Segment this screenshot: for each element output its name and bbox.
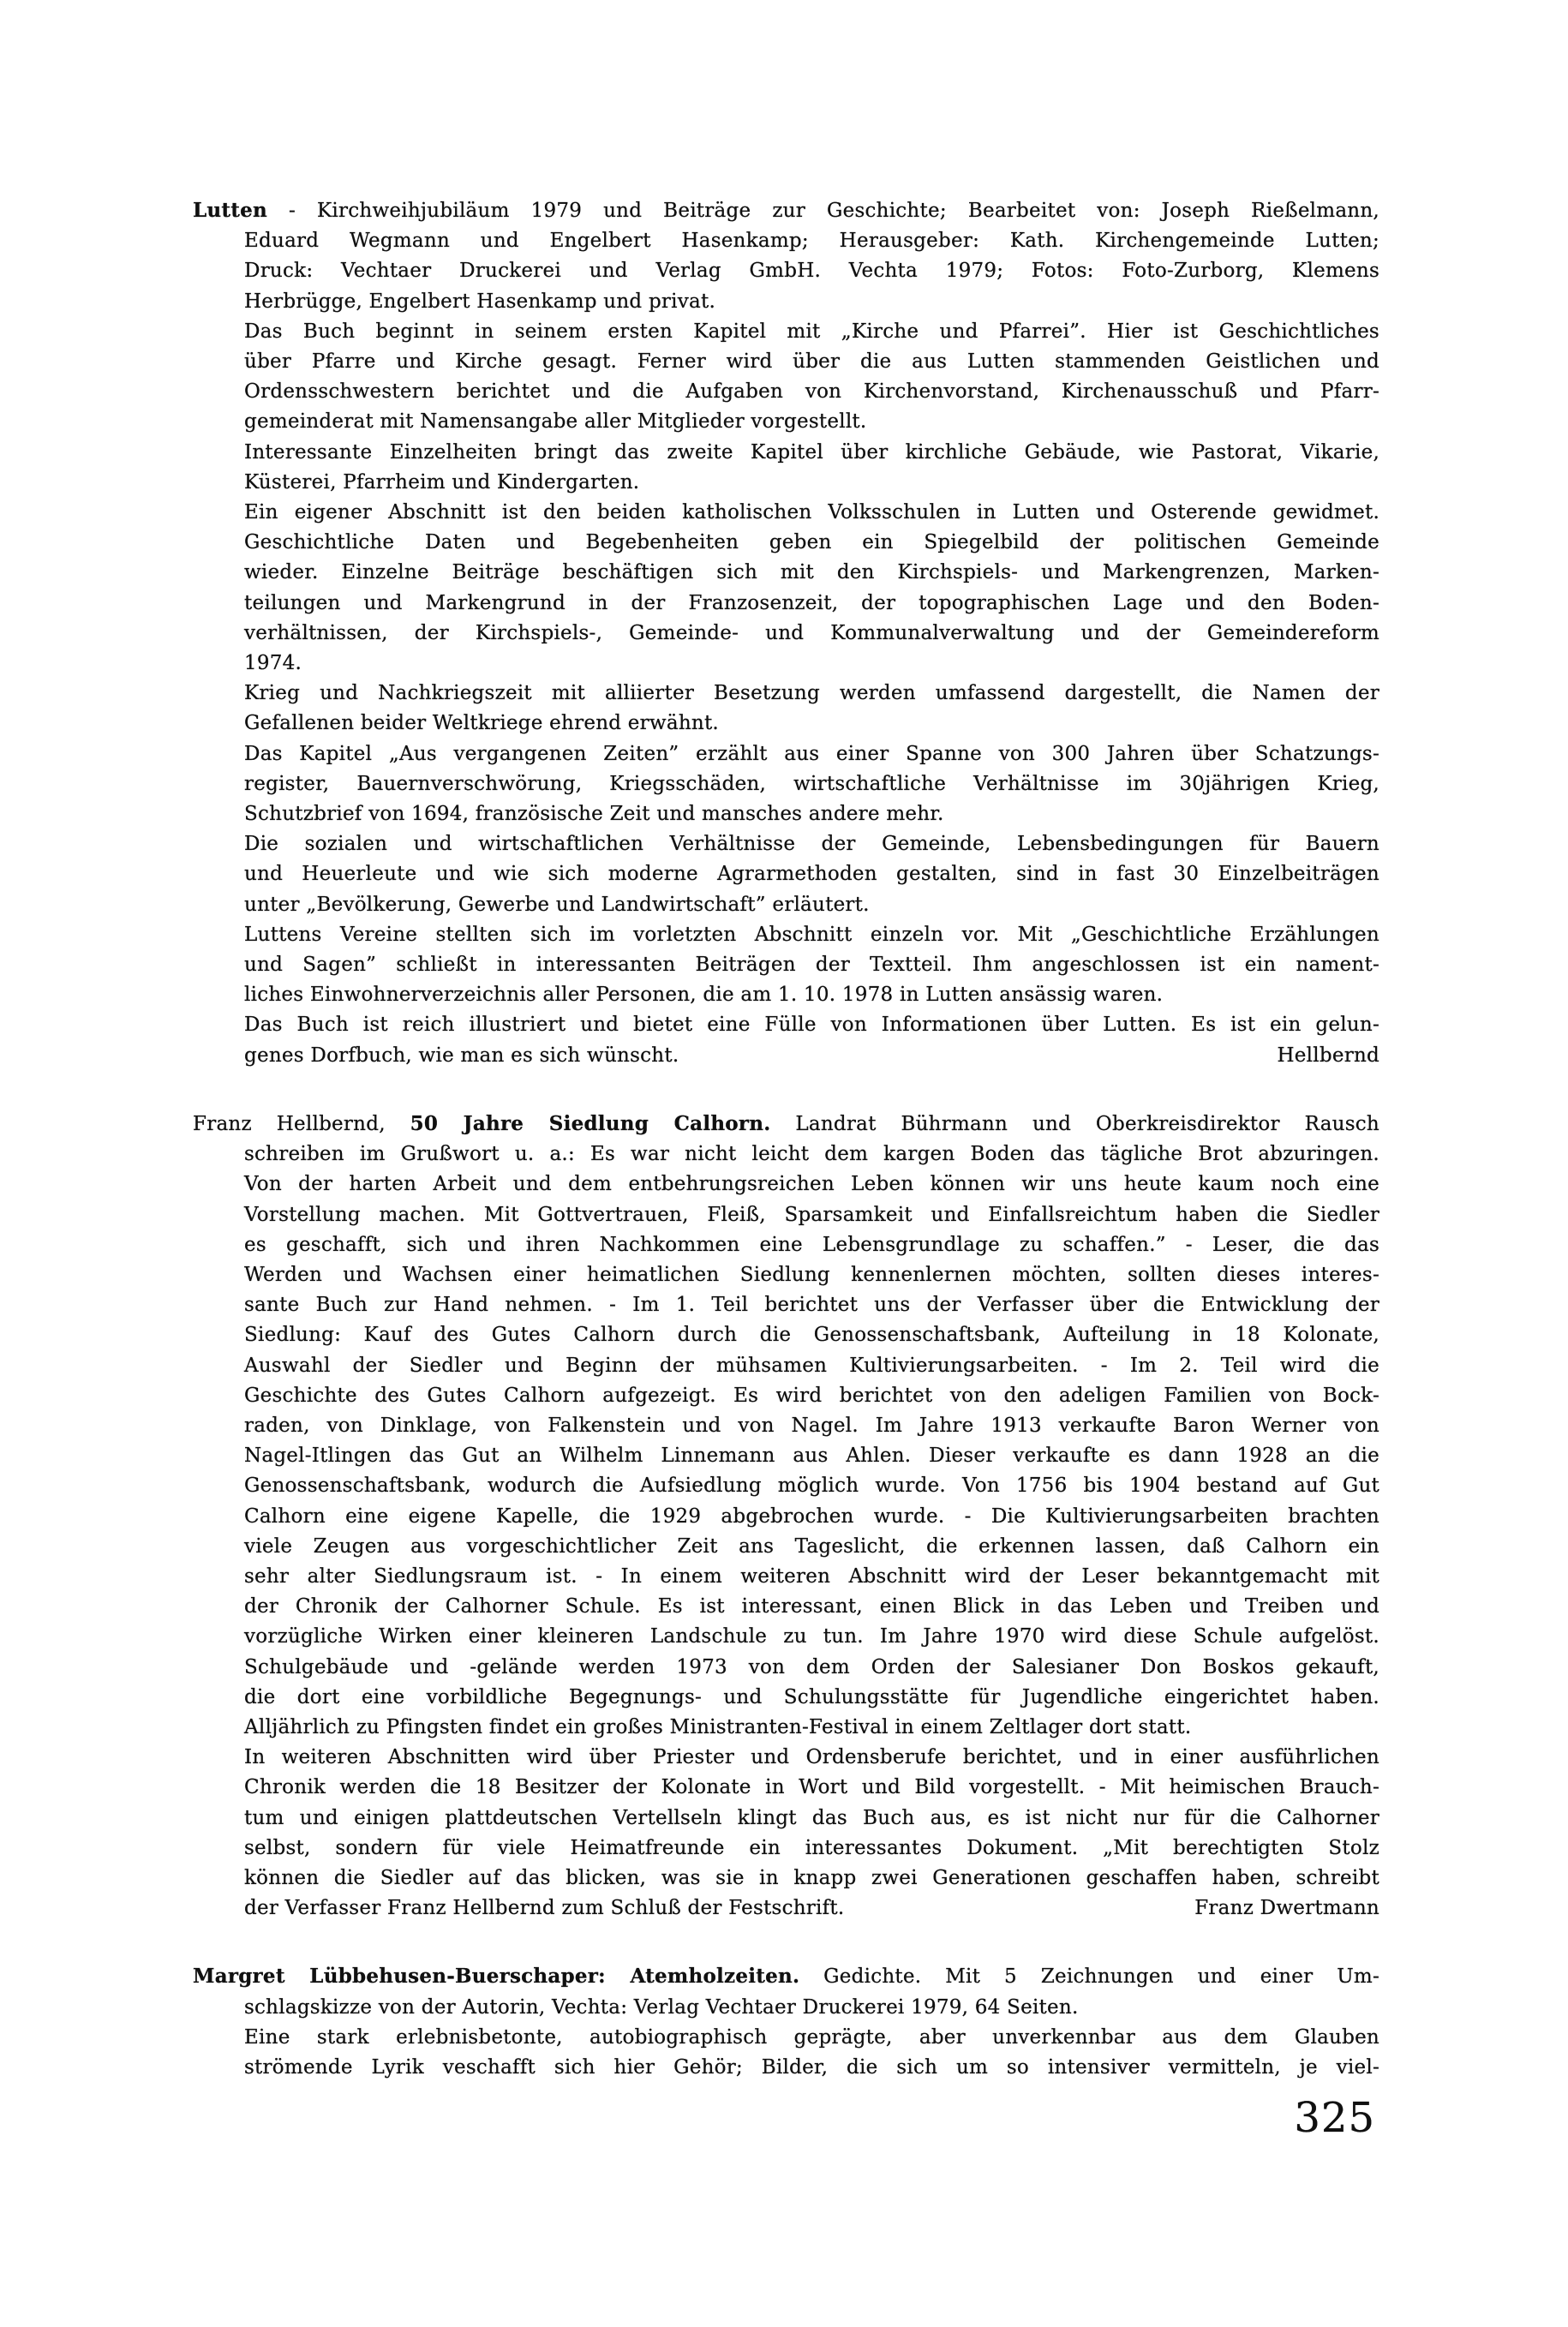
- text-line: [244, 1804, 1379, 1833]
- text-segment: tum und einigen plattdeutschen Vertellseln klingt das Buch aus, es ist nicht nur für die Calhorner: [244, 1806, 1379, 1829]
- text-line: [244, 1713, 1379, 1743]
- text-line: [244, 859, 1379, 889]
- text-segment: Das Kapitel „Aus vergangenen Zeiten” erzählt aus einer Spanne von 300 Jahren über Schatzungs-: [244, 742, 1379, 765]
- text-segment: sehr alter Siedlungsraum ist. - In einem weiteren Abschnitt wird der Leser bekanntgemacht mit: [244, 1564, 1379, 1588]
- text-line: [244, 1893, 1379, 1923]
- text-segment: - Kirchweihjubiläum 1979 und Beiträge zur Geschichte; Bearbeitet von: Joseph Rießelmann,: [267, 200, 1379, 222]
- text-line: [193, 1109, 1379, 1140]
- text-line: [244, 1441, 1379, 1471]
- text-line: [244, 1562, 1379, 1592]
- text-segment: schlagskizze von der Autorin, Vechta: Verlag Vechtaer Druckerei 1979, 64 Seiten.: [244, 1995, 1079, 2019]
- book-review-entry: [193, 1109, 1379, 1923]
- text-line: [244, 1683, 1379, 1713]
- text-line: [244, 649, 1379, 679]
- text-segment: sante Buch zur Hand nehmen. - Im 1. Teil berichtet uns der Verfasser über die Entwicklung der: [244, 1294, 1379, 1317]
- entry-headword: 50 Jahre Siedlung Calhorn.: [410, 1111, 771, 1135]
- text-segment: Chronik werden die 18 Besitzer der Kolonate in Wort und Bild vorgestellt. - Mit heimischen Brauch-: [244, 1776, 1379, 1799]
- text-segment: Die sozialen und wirtschaftlichen Verhältnisse der Gemeinde, Lebensbedingungen für Bauern: [244, 833, 1379, 856]
- text-segment: schreiben im Grußwort u. a.: Es war nicht leicht dem kargen Boden das tägliche Brot abzuringen.: [244, 1143, 1379, 1166]
- text-segment: Alljährlich zu Pfingsten findet ein großes Ministranten-Festival in einem Zeltlager dort statt.: [244, 1715, 1192, 1738]
- text-segment: strömende Lyrik veschafft sich hier Gehör; Bilder, die sich um so intensiver vermitteln, je viel-: [244, 2055, 1379, 2079]
- book-review-entry: [193, 1961, 1379, 2083]
- text-line: [244, 1351, 1379, 1381]
- text-line: [244, 1833, 1379, 1863]
- text-segment: gemeinderat mit Namensangabe aller Mitglieder vorgestellt.: [244, 410, 867, 434]
- text-segment: teilungen und Markengrund in der Franzosenzeit, der topographischen Lage und den Boden-: [244, 591, 1379, 614]
- text-line: [244, 287, 1379, 317]
- text-segment: vorzügliche Wirken einer kleineren Landschule zu tun. Im Jahre 1970 wird diese Schule aufgelöst.: [244, 1625, 1379, 1648]
- text-segment: es geschafft, sich und ihren Nachkommen eine Lebensgrundlage zu schaffen.” - Leser, die das: [244, 1233, 1379, 1256]
- text-segment: Schulgebäude und -gelände werden 1973 von dem Orden der Salesianer Don Boskos gekauft,: [244, 1655, 1379, 1678]
- text-line: [244, 407, 1379, 437]
- text-segment: Genossenschaftsbank, wodurch die Aufsiedlung möglich wurde. Von 1756 bis 1904 bestand auf Gut: [244, 1475, 1379, 1498]
- text-segment: Eduard Wegmann und Engelbert Hasenkamp; Herausgeber: Kath. Kirchengemeinde Lutten;: [244, 230, 1379, 253]
- text-segment: der Verfasser Franz Hellbernd zum Schluß der Festschrift.: [244, 1897, 845, 1920]
- text-segment: raden, von Dinklage, von Falkenstein und von Nagel. Im Jahre 1913 verkaufte Baron Werner von: [244, 1414, 1379, 1437]
- text-line: [244, 1532, 1379, 1562]
- text-line: [244, 1653, 1379, 1683]
- text-segment: wieder. Einzelne Beiträge beschäftigen sich mit den Kirchspiels- und Markengrenzen, Marken-: [244, 561, 1379, 584]
- text-segment: Calhorn eine eigene Kapelle, die 1929 abgebrochen wurde. - Die Kultivierungsarbeiten brachten: [244, 1504, 1379, 1528]
- text-segment: über Pfarre und Kirche gesagt. Ferner wird über die aus Lutten stammenden Geistlichen und: [244, 350, 1379, 374]
- text-line: [193, 1961, 1379, 1992]
- text-segment: selbst, sondern für viele Heimatfreunde ein interessantes Dokument. „Mit berechtigten Stolz: [244, 1836, 1379, 1859]
- text-line: [244, 1230, 1379, 1260]
- text-line: [244, 1320, 1379, 1350]
- text-segment: viele Zeugen aus vorgeschichtlicher Zeit ans Tageslicht, die erkennen lassen, daß Calhorn ein: [244, 1534, 1379, 1558]
- text-line: [244, 799, 1379, 829]
- text-segment: Vorstellung machen. Mit Gottvertrauen, Fleiß, Sparsamkeit und Einfallsreichtum haben die Siedler: [244, 1203, 1379, 1226]
- text-segment: Gefallenen beider Weltkriege ehrend erwähnt.: [244, 712, 719, 735]
- text-block: [193, 195, 1379, 2083]
- text-segment: können die Siedler auf das blicken, was sie in knapp zwei Generationen geschaffen haben, schreibt: [244, 1866, 1379, 1889]
- text-segment: register, Bauernverschwörung, Kriegsschäden, wirtschaftliche Verhältnisse im 30jährigen Krieg,: [244, 772, 1379, 795]
- text-line: [244, 1471, 1379, 1501]
- text-line: [244, 256, 1379, 286]
- text-line: [244, 1863, 1379, 1893]
- reviewer-signature: Franz Dwertmann: [1194, 1897, 1379, 1920]
- text-line: [244, 679, 1379, 709]
- text-segment: Druck: Vechtaer Druckerei und Verlag GmbH. Vechta 1979; Fotos: Foto-Zurborg, Klemens: [244, 260, 1379, 283]
- text-line: [244, 317, 1379, 347]
- text-segment: genes Dorfbuch, wie man es sich wünscht.: [244, 1044, 679, 1067]
- text-segment: Das Buch ist reich illustriert und bietet eine Fülle von Informationen über Lutten. Es ist ein gelun-: [244, 1014, 1379, 1037]
- text-segment: Ein eigener Abschnitt ist den beiden katholischen Volksschulen in Lutten und Osterende gewidmet.: [244, 501, 1379, 524]
- text-line: [244, 1140, 1379, 1169]
- text-line: [244, 528, 1379, 558]
- text-segment: Küsterei, Pfarrheim und Kindergarten.: [244, 470, 640, 494]
- text-segment: 1974.: [244, 652, 302, 675]
- text-line: [244, 377, 1379, 407]
- text-line: [244, 1260, 1379, 1290]
- text-line: [244, 226, 1379, 256]
- text-segment: Gedichte. Mit 5 Zeichnungen und einer Um-: [799, 1965, 1379, 1989]
- text-line: [244, 1592, 1379, 1622]
- text-segment: Interessante Einzelheiten bringt das zweite Kapitel über kirchliche Gebäude, wie Pastorat, Vikarie,: [244, 440, 1379, 464]
- text-line: [244, 1169, 1379, 1199]
- text-segment: Luttens Vereine stellten sich im vorletzten Abschnitt einzeln vor. Mit „Geschichtliche Erzählungen: [244, 923, 1379, 946]
- text-segment: unter „Bevölkerung, Gewerbe und Landwirtschaft” erläutert.: [244, 893, 870, 916]
- text-segment: und Heuerleute und wie sich moderne Agrarmethoden gestalten, sind in fast 30 Einzelbeiträgen: [244, 863, 1379, 886]
- text-line: [244, 950, 1379, 980]
- text-line: [244, 769, 1379, 799]
- line-text: [244, 1893, 844, 1923]
- text-segment: Schutzbrief von 1694, französische Zeit und mansches andere mehr.: [244, 803, 944, 826]
- text-line: [244, 1041, 1379, 1071]
- text-line: [244, 1290, 1379, 1320]
- text-line: [244, 1381, 1379, 1411]
- text-line: [244, 1622, 1379, 1652]
- text-segment: Krieg und Nachkriegszeit mit alliierter Besetzung werden umfassend dargestellt, die Namen der: [244, 682, 1379, 705]
- text-line: [244, 2023, 1379, 2053]
- text-line: [244, 498, 1379, 528]
- text-segment: Siedlung: Kauf des Gutes Calhorn durch die Genossenschaftsbank, Aufteilung in 18 Kolonate,: [244, 1324, 1379, 1347]
- line-text: [244, 1041, 679, 1071]
- text-segment: und Sagen” schließt in interessanten Beiträgen der Textteil. Ihm angeschlossen ist ein nament-: [244, 954, 1379, 977]
- text-line: [244, 558, 1379, 588]
- page-number: 325: [1294, 2094, 1375, 2142]
- text-segment: Auswahl der Siedler und Beginn der mühsamen Kultivierungsarbeiten. - Im 2. Teil wird die: [244, 1354, 1379, 1377]
- text-line: [244, 1502, 1379, 1532]
- text-segment: die dort eine vorbildliche Begegnungs- und Schulungsstätte für Jugendliche eingerichtet haben.: [244, 1685, 1379, 1708]
- text-line: [244, 890, 1379, 920]
- text-line: [244, 619, 1379, 649]
- text-segment: Geschichte des Gutes Calhorn aufgezeigt. Es wird berichtet von den adeligen Familien von Bock-: [244, 1384, 1379, 1407]
- text-line: [244, 1743, 1379, 1773]
- text-line: [244, 709, 1379, 739]
- text-segment: liches Einwohnerverzeichnis aller Personen, die am 1. 10. 1978 in Lutten ansässig waren.: [244, 984, 1164, 1007]
- text-segment: der Chronik der Calhorner Schule. Es ist interessant, einen Blick in das Leben und Treiben und: [244, 1595, 1379, 1618]
- text-segment: Ordensschwestern berichtet und die Aufgaben von Kirchenvorstand, Kirchenausschuß und Pfarr-: [244, 380, 1379, 404]
- entry-headword: Lutten: [193, 199, 267, 222]
- text-line: [244, 2053, 1379, 2083]
- text-segment: In weiteren Abschnitten wird über Priester und Ordensberufe berichtet, und in einer ausführlichen: [244, 1746, 1379, 1769]
- text-line: [244, 739, 1379, 769]
- entry-headword: Margret Lübbehusen-Buerschaper: Atemholzeiten.: [193, 1965, 800, 1989]
- text-segment: Das Buch beginnt in seinem ersten Kapitel mit „Kirche und Pfarrei”. Hier ist Geschichtliches: [244, 320, 1379, 343]
- text-line: [244, 829, 1379, 859]
- reviewer-signature: Hellbernd: [1277, 1044, 1379, 1067]
- book-review-entry: [193, 195, 1379, 1071]
- text-segment: Eine stark erlebnisbetonte, autobiographisch geprägte, aber unverkennbar aus dem Glauben: [244, 2025, 1379, 2049]
- text-segment: Nagel-Itlingen das Gut an Wilhelm Linnemann aus Ahlen. Dieser verkaufte es dann 1928 an die: [244, 1445, 1379, 1468]
- text-line: [193, 195, 1379, 226]
- text-segment: Werden und Wachsen einer heimatlichen Siedlung kennenlernen möchten, sollten dieses interes-: [244, 1263, 1379, 1286]
- text-line: [244, 347, 1379, 377]
- text-segment: Franz Hellbernd,: [193, 1112, 410, 1135]
- text-line: [244, 438, 1379, 468]
- text-line: [244, 1010, 1379, 1040]
- text-line: [244, 589, 1379, 619]
- text-segment: Landrat Bührmann und Oberkreisdirektor Rausch: [770, 1112, 1379, 1135]
- text-line: [244, 1411, 1379, 1441]
- text-segment: Herbrügge, Engelbert Hasenkamp und privat.: [244, 290, 716, 313]
- text-segment: Von der harten Arbeit und dem entbehrungsreichen Leben können wir uns heute kaum noch eine: [244, 1173, 1379, 1196]
- text-line: [244, 920, 1379, 950]
- text-segment: verhältnissen, der Kirchspiels-, Gemeinde- und Kommunalverwaltung und der Gemeindereform: [244, 621, 1379, 644]
- text-segment: Geschichtliche Daten und Begebenheiten geben ein Spiegelbild der politischen Gemeinde: [244, 531, 1379, 554]
- text-line: [244, 1993, 1379, 2023]
- text-line: [244, 468, 1379, 498]
- text-line: [244, 1773, 1379, 1803]
- text-line: [244, 1200, 1379, 1230]
- text-line: [244, 980, 1379, 1010]
